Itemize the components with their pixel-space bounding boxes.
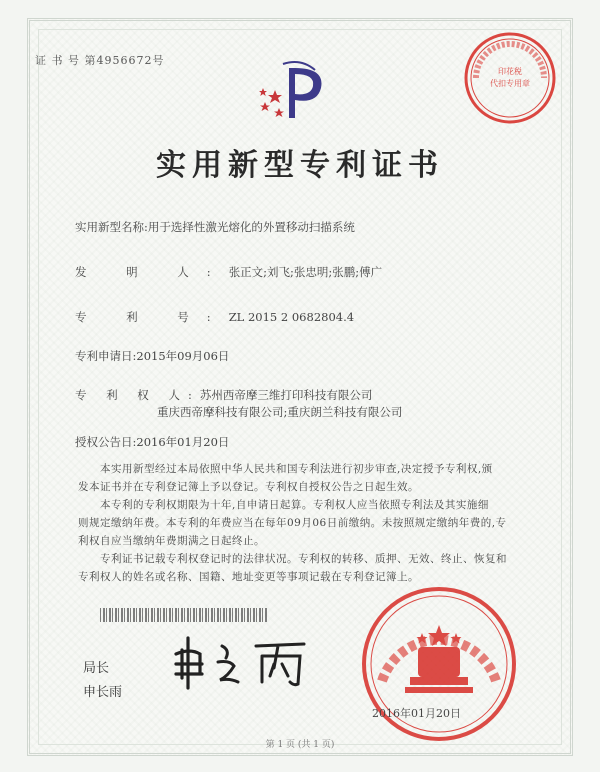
grant-date-value: 2016年01月20日 (136, 435, 230, 449)
filing-date-label: 专利申请日: (75, 349, 137, 363)
patentee-row (75, 387, 372, 403)
page-title: 实用新型专利证书 (156, 148, 444, 183)
para2-line2: 则规定缴纳年费。本专利的年费应当在每年09月06日前缴纳。未按照规定缴纳年费的,专 (78, 517, 507, 529)
utility-model-name-row (75, 219, 355, 235)
svg-text:代扣专用章: 代扣专用章 (490, 79, 530, 88)
tax-seal-stamp (462, 30, 558, 126)
director-name: 申长雨 (83, 685, 123, 700)
grant-date-label: 授权公告日: (75, 435, 137, 449)
para3-line1: 专利证书记载专利权登记时的法律状况。专利权的转移、质押、无效、终止、恢复和 (100, 553, 507, 565)
inventor-value: 张正文;刘飞;张忠明;张鹏;傅广 (228, 265, 383, 279)
inventor-row (75, 264, 382, 280)
logo-star-1 (268, 90, 282, 103)
para2-line3: 利权自应当缴纳年费期满之日起终止。 (78, 535, 265, 547)
grant-date-row (75, 434, 229, 450)
inventor-label: 发 明 人: (75, 265, 229, 279)
logo-star-2 (260, 102, 270, 111)
patentee-value-line2: 重庆西帝摩科技有限公司;重庆朗兰科技有限公司 (157, 405, 403, 419)
utility-model-name-label: 实用新型名称: (75, 220, 148, 234)
logo-star-3 (274, 108, 284, 117)
director-title: 局长 (83, 661, 110, 676)
patent-number-row (75, 309, 354, 325)
seal-date: 2016年01月20日 (372, 707, 461, 720)
svg-text:印花税: 印花税 (498, 67, 522, 76)
patent-number-label: 专 利 号: (75, 310, 229, 324)
patentee-label: 专 利 权 人: (75, 388, 200, 402)
para1-line1: 本实用新型经过本局依照中华人民共和国专利法进行初步审查,决定授予专利权,颁 (100, 463, 493, 475)
logo-p-bowl (295, 68, 321, 101)
para1-line2: 发本证书并在专利登记簿上予以登记。专利权自授权公告之日起生效。 (78, 481, 419, 493)
utility-model-name-value: 用于选择性激光熔化的外置移动扫描系统 (147, 220, 355, 234)
filing-date-value: 2015年09月06日 (136, 349, 230, 363)
para3-line2: 专利权人的姓名或名称、国籍、地址变更等事项记载在专利登记簿上。 (78, 571, 419, 583)
patent-office-logo (255, 60, 335, 122)
patent-number-value: ZL 2015 2 0682804.4 (228, 310, 355, 324)
filing-date-row (75, 348, 229, 364)
certificate-number: 证 书 号 第4956672号 (35, 54, 165, 67)
page-number: 第 1 页 (共 1 页) (265, 740, 335, 750)
logo-p-stem (289, 68, 295, 118)
logo-star-4 (259, 88, 267, 96)
barcode (100, 608, 268, 622)
para2-line1: 本专利的专利权期限为十年,自申请日起算。专利权人应当依照专利法及其实施细 (100, 499, 489, 511)
handwritten-signature (170, 632, 320, 692)
patentee-value-line1: 苏州西帝摩三维打印科技有限公司 (199, 388, 373, 402)
